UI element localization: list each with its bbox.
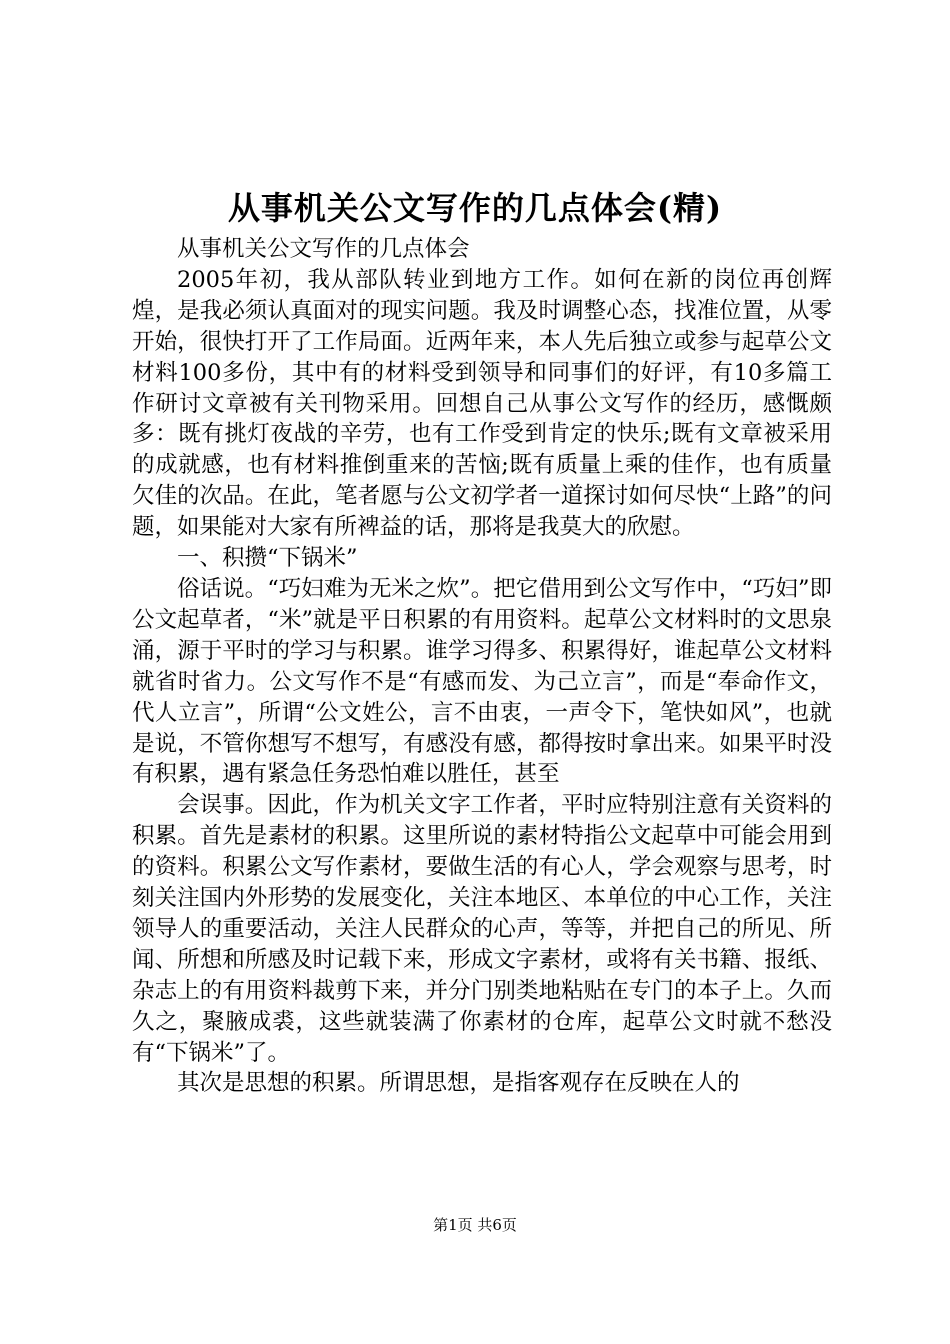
body-paragraph: 会误事。因此，作为机关文字工作者，平时应特别注意有关资料的积累。首先是素材的积累。这里所说的素材特指公文起草中可能会用到的资料。积累公文写作素材，要做生活的有心人，学会观察与思考，时刻关注国内外形势的发展变化，关注本地区、本单位的中心工作，关注领导人的重要活动，关注人民群众的心声，等等，并把自己的所见、所闻、所想和所感及时记载下来，形成文字素材，或将有关书籍、报纸、杂志上的有用资料裁剪下来，并分门别类地粘贴在专门的本子上。久而久之，聚腋成裘，这些就装满了你素材的仓库，起草公文时就不愁没有“下锅米”了。 <box>132 792 832 1066</box>
body-paragraph: 其次是思想的积累。所谓思想，是指客观存在反映在人的 <box>177 1070 740 1097</box>
page-footer: 第1页 共6页 <box>433 1216 517 1234</box>
document-title: 从事机关公文写作的几点体会(精) <box>227 189 723 227</box>
subtitle-paragraph: 从事机关公文写作的几点体会 <box>177 236 470 262</box>
body-paragraph: 俗话说。“巧妇难为无米之炊”。把它借用到公文写作中，“巧妇”即公文起草者，“米”就是平日积累的有用资料。起草公文材料时的文思泉涌，源于平时的学习与积累。谁学习得多、积累得好，谁起草公文材料就省时省力。公文写作不是“有感而发、为己立言”，而是“奉命作文，代人立言”，所谓“公文姓公，言不由衷，一声令下，笔快如风”，也就是说，不管你想写不想写，有感没有感，都得按时拿出来。如果平时没有积累，遇有紧急任务恐怕难以胜任，甚至 <box>132 575 832 788</box>
document-body <box>132 234 832 1099</box>
intro-paragraph: 2005年初，我从部队转业到地方工作。如何在新的岗位再创辉煌，是我必须认真面对的现实问题。我及时调整心态，找准位置，从零开始，很快打开了工作局面。近两年来，本人先后独立或参与起草公文材料100多份，其中有的材料受到领导和同事们的好评，有10多篇工作研讨文章被有关刊物采用。回想自己从事公文写作的经历，感慨颇多：既有挑灯夜战的辛劳，也有工作受到肯定的快乐;既有文章被采用的成就感，也有材料推倒重来的苦恼;既有质量上乘的佳作，也有质量欠佳的次品。在此，笔者愿与公文初学者一道探讨如何尽快“上路”的问题，如果能对大家有所裨益的话，那将是我莫大的欣慰。 <box>132 266 832 541</box>
section-heading: 一、积攒“下锅米” <box>177 545 358 572</box>
